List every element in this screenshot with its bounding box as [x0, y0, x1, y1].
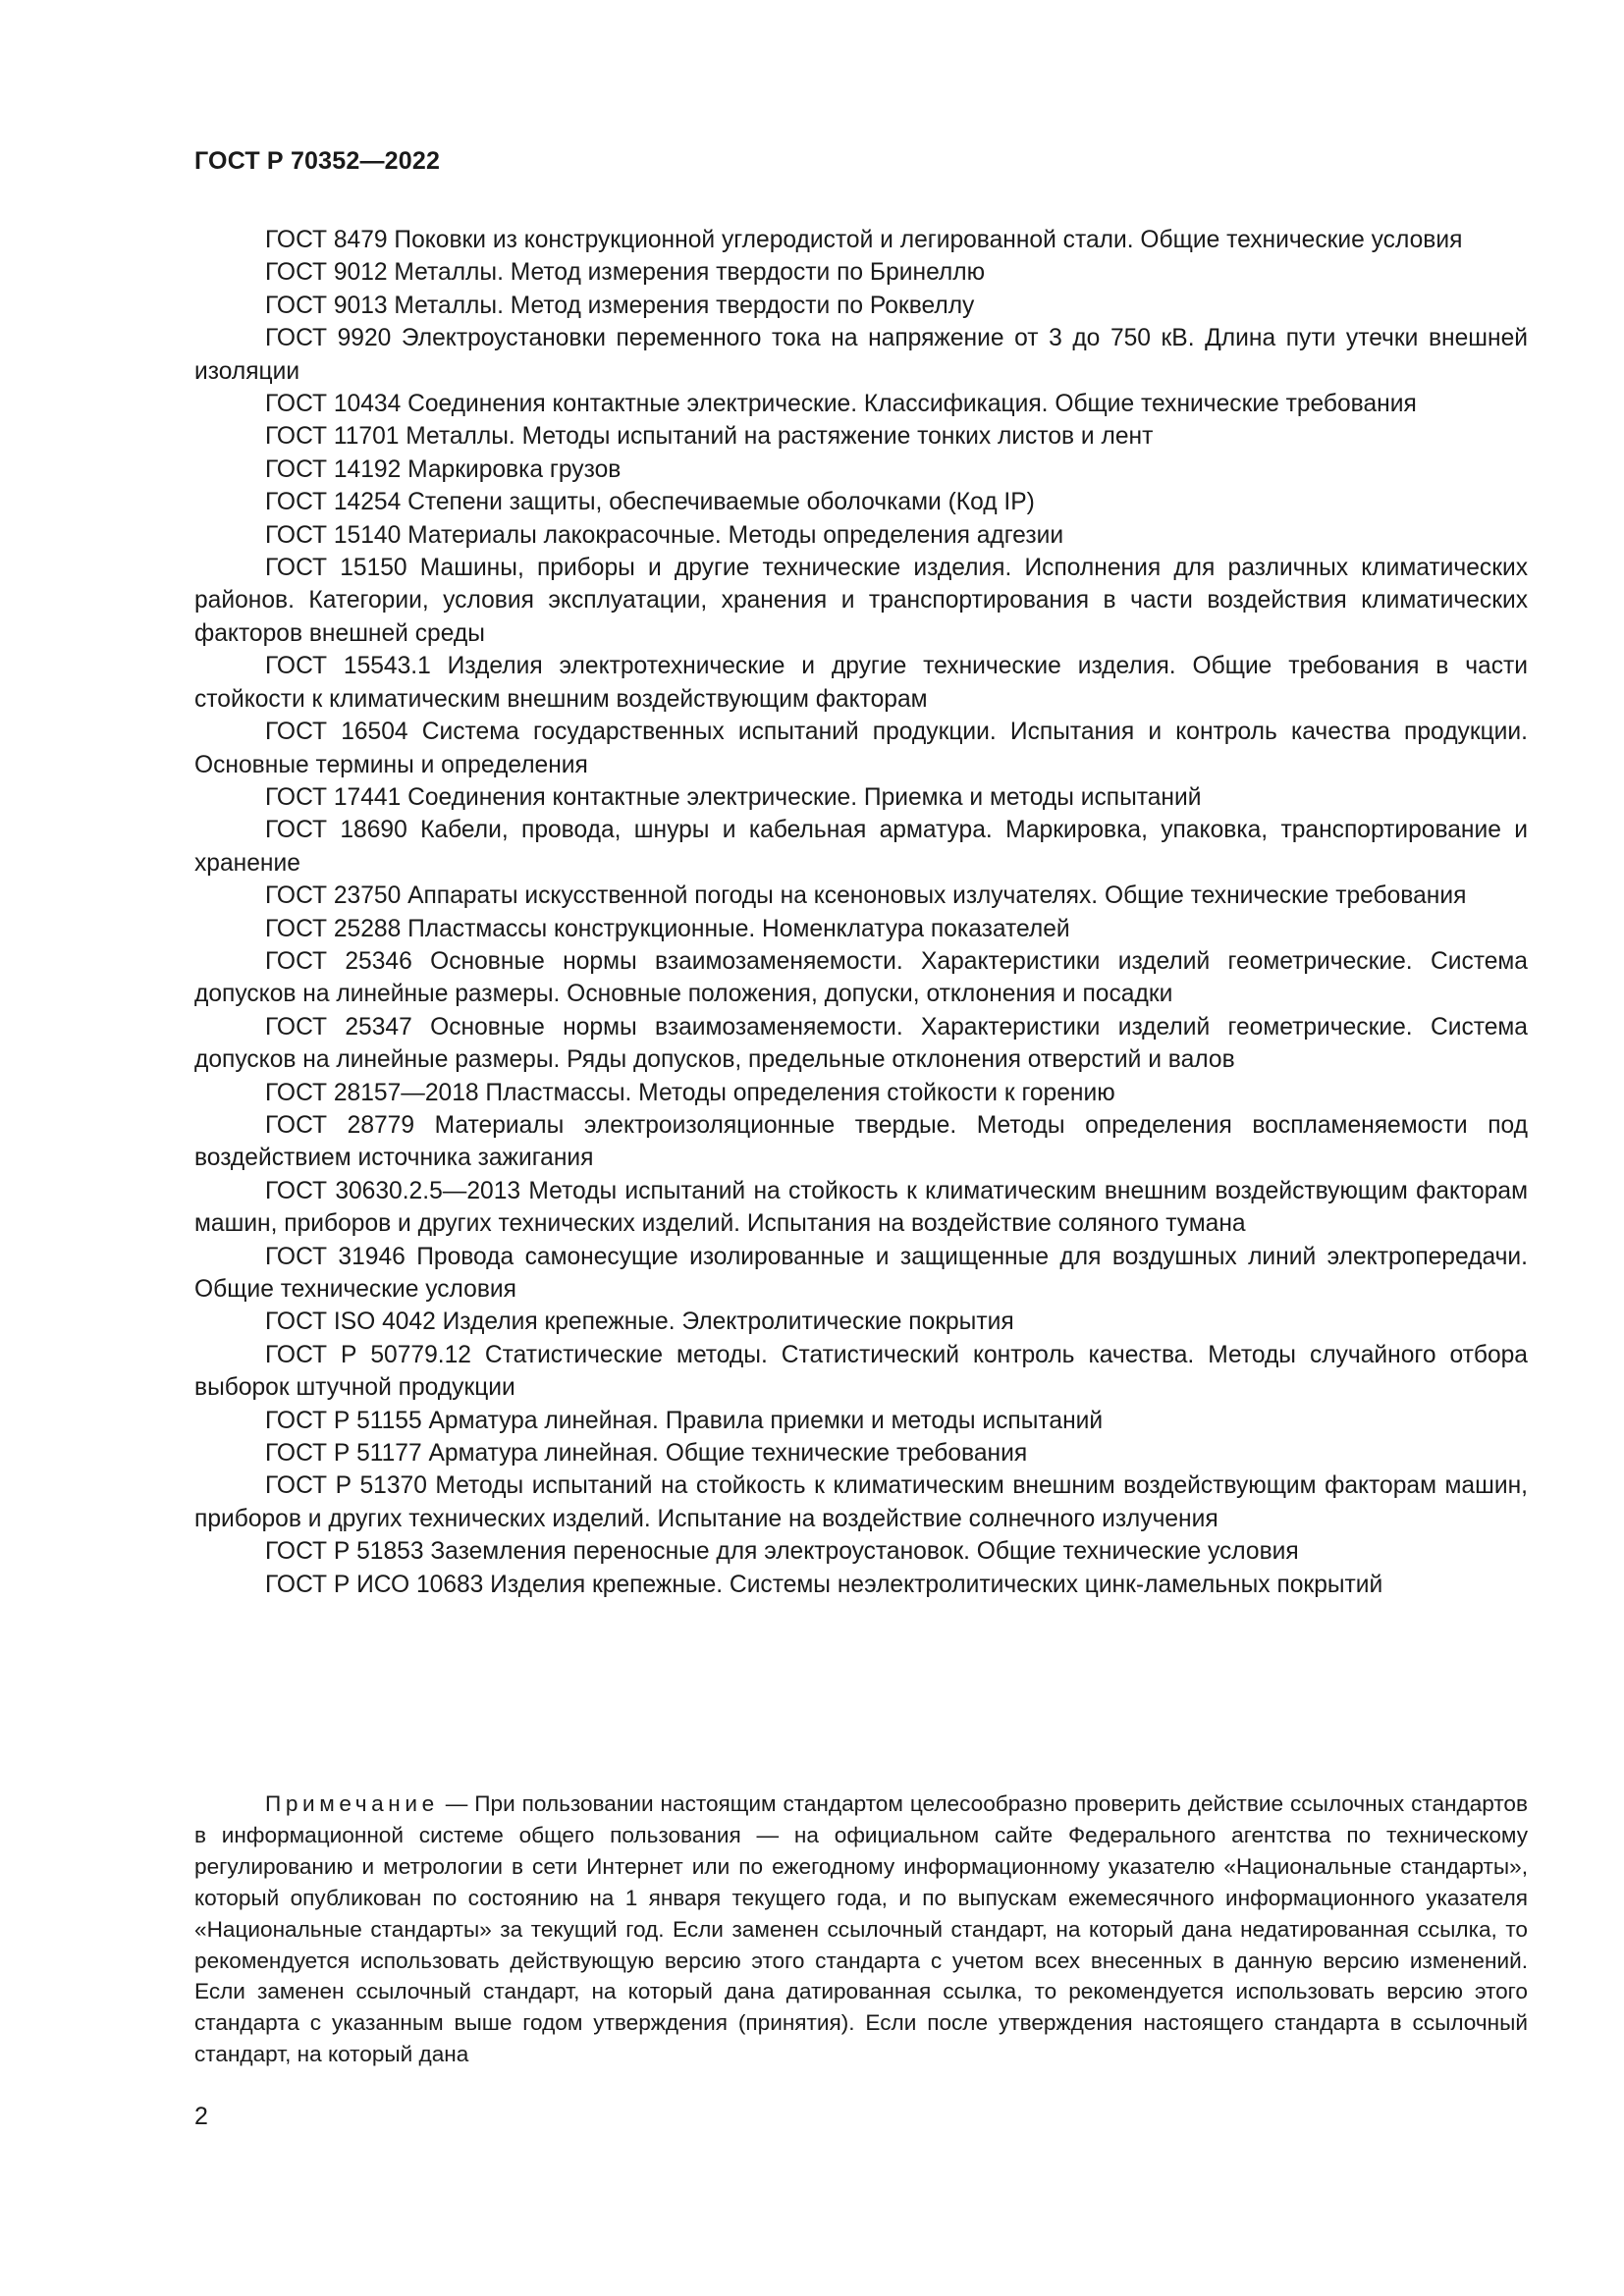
normative-references-list [194, 224, 1528, 1601]
reference-item: ГОСТ Р 51155 Арматура линейная. Правила приемки и методы испытаний [265, 1407, 1104, 1434]
note-label: Примечание [265, 1791, 439, 1816]
reference-item: ГОСТ 28157—2018 Пластмассы. Методы определения стойкости к горению [265, 1079, 1115, 1106]
reference-item: ГОСТ 23750 Аппараты искусственной погоды на ксеноновых излучателях. Общие технические требования [265, 882, 1467, 910]
note-text: — При пользовании настоящим стандартом целесообразно проверить действие ссылочных стандартов в информационной системе общего пользования — на официальном сайте Федерального агентства по техническому регулированию и метрологии в сети Интернет или по ежегодному информационному указателю «Национальные стандарты», который опубликован по состоянию на 1 января текущего года, и по выпускам ежемесячного информационного указателя «Национальные стандарты» за текущий год. Если заменен ссылочный стандарт, на который дана недатированная ссылка, то рекомендуется использовать действующую версию этого стандарта с учетом всех внесенных в данную версию изменений. Если заменен ссылочный стандарт, на который дана датированная ссылка, то рекомендуется использовать версию этого стандарта с указанным выше годом утверждения (принятия). Если после утверждения настоящего стандарта в ссылочный стандарт, на который дана [194, 1791, 1528, 2067]
reference-item: ГОСТ 25347 Основные нормы взаимозаменяемости. Характеристики изделий геометрические. Система допусков на линейные размеры. Ряды допусков, предельные отклонения отверстий и валов [194, 1013, 1528, 1074]
reference-item: ГОСТ 25346 Основные нормы взаимозаменяемости. Характеристики изделий геометрические. Система допусков на линейные размеры. Основные положения, допуски, отклонения и посадки [194, 947, 1528, 1008]
reference-item: ГОСТ Р ИСО 10683 Изделия крепежные. Системы неэлектролитических цинк-ламельных покрытий [265, 1571, 1383, 1598]
reference-item: ГОСТ 8479 Поковки из конструкционной углеродистой и легированной стали. Общие технические условия [265, 227, 1463, 253]
reference-item: ГОСТ 15140 Материалы лакокрасочные. Методы определения адгезии [265, 521, 1064, 549]
reference-item: ГОСТ Р 51370 Методы испытаний на стойкость к климатическим внешним воздействующим факторам машин, приборов и других технических изделий. Испытание на воздействие солнечного излучения [194, 1472, 1528, 1532]
reference-item: ГОСТ ISO 4042 Изделия крепежные. Электролитические покрытия [265, 1308, 1014, 1336]
reference-item: ГОСТ 28779 Материалы электроизоляционные твердые. Методы определения воспламеняемости под воздействием источника зажигания [194, 1111, 1528, 1172]
reference-item: ГОСТ 9920 Электроустановки переменного тока на напряжение от 3 до 750 кВ. Длина пути утечки внешней изоляции [194, 325, 1528, 385]
reference-item: ГОСТ 9012 Металлы. Метод измерения твердости по Бринеллю [265, 259, 986, 287]
reference-item: ГОСТ 9013 Металлы. Метод измерения твердости по Роквеллу [265, 292, 975, 319]
reference-item: ГОСТ 11701 Металлы. Методы испытаний на растяжение тонких листов и лент [265, 423, 1154, 451]
reference-item: ГОСТ Р 50779.12 Статистические методы. Статистический контроль качества. Методы случайного отбора выборок штучной продукции [194, 1341, 1528, 1402]
reference-item: ГОСТ 15150 Машины, приборы и другие технические изделия. Исполнения для различных климатических районов. Категории, условия эксплуатации, хранения и транспортирования в части воздействия климатических факторов внешней среды [194, 555, 1528, 647]
page-number: 2 [194, 2103, 208, 2130]
reference-item: ГОСТ 30630.2.5—2013 Методы испытаний на стойкость к климатическим внешним воздействующим факторам машин, приборов и других технических изделий. Испытания на воздействие соляного тумана [194, 1177, 1528, 1238]
reference-item: ГОСТ 17441 Соединения контактные электрические. Приемка и методы испытаний [265, 783, 1202, 811]
reference-item: ГОСТ 14192 Маркировка грузов [265, 455, 622, 483]
reference-item: ГОСТ 14254 Степени защиты, обеспечиваемые оболочками (Код IP) [265, 489, 1035, 516]
reference-item: ГОСТ 31946 Провода самонесущие изолированные и защищенные для воздушных линий электропередачи. Общие технические условия [194, 1243, 1528, 1303]
document-header: ГОСТ Р 70352—2022 [194, 147, 441, 175]
reference-item: ГОСТ Р 51177 Арматура линейная. Общие технические требования [265, 1440, 1028, 1468]
reference-item: ГОСТ 18690 Кабели, провода, шнуры и кабельная арматура. Маркировка, упаковка, транспортирование и хранение [194, 817, 1528, 877]
reference-item: ГОСТ 15543.1 Изделия электротехнические и другие технические изделия. Общие требования в части стойкости к климатическим внешним воздействующим факторам [194, 653, 1528, 713]
reference-item: ГОСТ 16504 Система государственных испытаний продукции. Испытания и контроль качества продукции. Основные термины и определения [194, 719, 1528, 778]
reference-item: ГОСТ Р 51853 Заземления переносные для электроустановок. Общие технические условия [265, 1538, 1299, 1566]
note-paragraph [194, 1789, 1528, 2070]
reference-item: ГОСТ 10434 Соединения контактные электрические. Классификация. Общие технические требования [265, 391, 1417, 418]
reference-item: ГОСТ 25288 Пластмассы конструкционные. Номенклатура показателей [265, 915, 1070, 942]
